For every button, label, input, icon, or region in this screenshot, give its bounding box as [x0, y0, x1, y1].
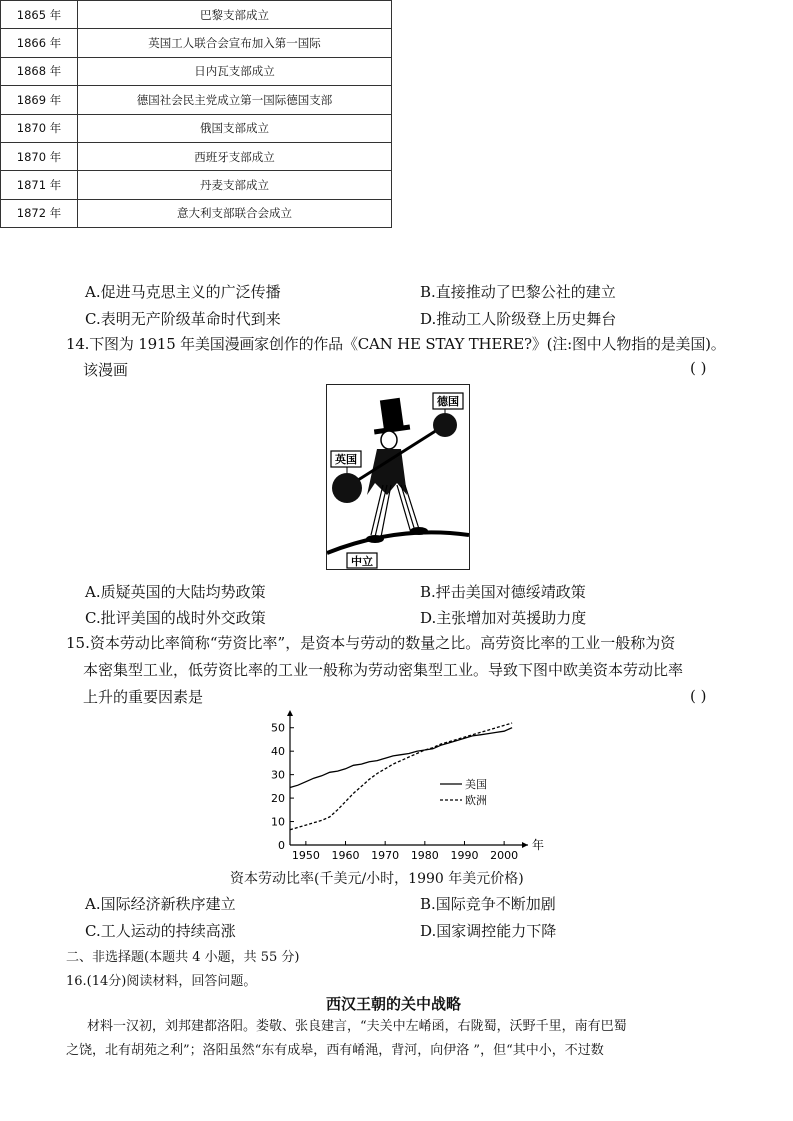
q13-option-b[interactable]: B.直接推动了巴黎公社的建立	[420, 283, 616, 301]
table-row	[1, 199, 392, 227]
q14-option-b[interactable]: B.抨击美国对德绥靖政策	[420, 583, 586, 601]
x-tick-label: 1970	[371, 849, 400, 862]
table-cell-year: 1870 年	[1, 142, 78, 170]
cartoon-illustration	[327, 385, 469, 569]
cartoon-frame	[326, 384, 470, 570]
table-cell-event: 俄国支部成立	[78, 114, 392, 142]
q15-stem-3: 上升的重要因素是	[83, 688, 204, 706]
q16-title: 西汉王朝的关中战略	[326, 995, 462, 1013]
cartoon-label-germany: 德国	[437, 395, 459, 408]
table-cell-event: 英国工人联合会宣布加入第一国际	[78, 29, 392, 57]
x-axis-arrow	[522, 842, 528, 848]
q14-option-c[interactable]: C.批评美国的战时外交政策	[85, 609, 266, 627]
q15-option-a[interactable]: A.国际经济新秩序建立	[85, 895, 236, 913]
q16-material-line-2: 之饶，北有胡苑之利”；洛阳虽然“东有成皋，西有崤渑，背河，向伊洛 ”，但“其中小，不过数	[66, 1043, 604, 1058]
q15-answer-paren[interactable]: ( )	[690, 687, 707, 705]
cartoon-label-britain: 英国	[335, 453, 357, 466]
table-cell-year: 1871 年	[1, 171, 78, 199]
q14-option-a[interactable]: A.质疑英国的大陆均势政策	[85, 583, 266, 601]
x-tick-label: 1990	[450, 849, 479, 862]
y-tick-label: 0	[278, 839, 285, 852]
q15-option-c[interactable]: C.工人运动的持续高涨	[85, 922, 236, 940]
series-line-europe	[290, 723, 512, 830]
legend-label: 欧洲	[465, 794, 487, 807]
q13-option-c[interactable]: C.表明无产阶级革命时代到来	[85, 310, 281, 328]
table-row	[1, 142, 392, 170]
x-axis-label: 年	[531, 838, 545, 852]
capital-labor-ratio-chart	[262, 708, 552, 868]
q13-option-d[interactable]: D.推动工人阶级登上历史舞台	[420, 310, 617, 328]
y-tick-label: 40	[271, 745, 285, 759]
q14-stem-2: 该漫画	[83, 361, 129, 379]
x-tick-label: 1960	[331, 849, 360, 862]
table-cell-event: 德国社会民主党成立第一国际德国支部	[78, 86, 392, 114]
q15-stem: 15.资本劳动比率简称“劳资比率”，是资本与劳动的数量之比。高劳资比率的工业一般称为资	[66, 634, 676, 652]
table-cell-year: 1870 年	[1, 114, 78, 142]
q13-option-a[interactable]: A.促进马克思主义的广泛传播	[85, 283, 281, 301]
table-row	[1, 57, 392, 85]
table-row	[1, 86, 392, 114]
y-tick-label: 20	[271, 792, 285, 806]
table-cell-event: 西班牙支部成立	[78, 142, 392, 170]
q14-stem: 14.下图为 1915 年美国漫画家创作的作品《CAN HE STAY THERE?》(注:图中人物指的是美国)。	[66, 335, 726, 353]
q14-option-d[interactable]: D.主张增加对英援助力度	[420, 609, 587, 627]
legend-label: 美国	[465, 778, 487, 791]
table-cell-event: 巴黎支部成立	[78, 1, 392, 29]
table-cell-year: 1872 年	[1, 199, 78, 227]
table-row	[1, 29, 392, 57]
q15-option-d[interactable]: D.国家调控能力下降	[420, 922, 557, 940]
q16-stem: 16.(14分)阅读材料，回答问题。	[66, 974, 257, 989]
q14-answer-paren[interactable]: ( )	[690, 359, 707, 377]
table-cell-year: 1868 年	[1, 57, 78, 85]
q15-option-b[interactable]: B.国际竞争不断加剧	[420, 895, 556, 913]
section-2-heading: 二、非选择题(本题共 4 小题，共 55 分)	[66, 950, 300, 965]
q15-stem-2: 本密集型工业，低劳资比率的工业一般称为劳动密集型工业。导致下图中欧美资本劳动比率	[83, 661, 684, 679]
q16-material-line-1: 材料一汉初，刘邦建都洛阳。娄敬、张良建言，“夫关中左崤函，右陇蜀，沃野千里，南有巴蜀	[87, 1019, 627, 1034]
table-cell-event: 日内瓦支部成立	[78, 57, 392, 85]
table-row	[1, 114, 392, 142]
table-cell-event: 意大利支部联合会成立	[78, 199, 392, 227]
q15-chart-caption: 资本劳动比率(千美元/小时，1990 年美元价格)	[230, 871, 524, 887]
table-cell-year: 1866 年	[1, 29, 78, 57]
table-cell-event: 丹麦支部成立	[78, 171, 392, 199]
table-row	[1, 171, 392, 199]
x-tick-label: 1980	[410, 849, 439, 862]
table-row	[1, 1, 392, 29]
y-tick-label: 50	[271, 721, 285, 735]
table-cell-year: 1865 年	[1, 1, 78, 29]
x-tick-label: 2000	[490, 849, 519, 862]
y-tick-label: 30	[271, 768, 285, 782]
cartoon-label-neutral: 中立	[351, 555, 373, 568]
y-tick-label: 10	[271, 815, 285, 829]
q13-table	[0, 0, 392, 228]
table-cell-year: 1869 年	[1, 86, 78, 114]
x-tick-label: 1950	[291, 849, 320, 862]
y-axis-arrow	[287, 710, 293, 716]
